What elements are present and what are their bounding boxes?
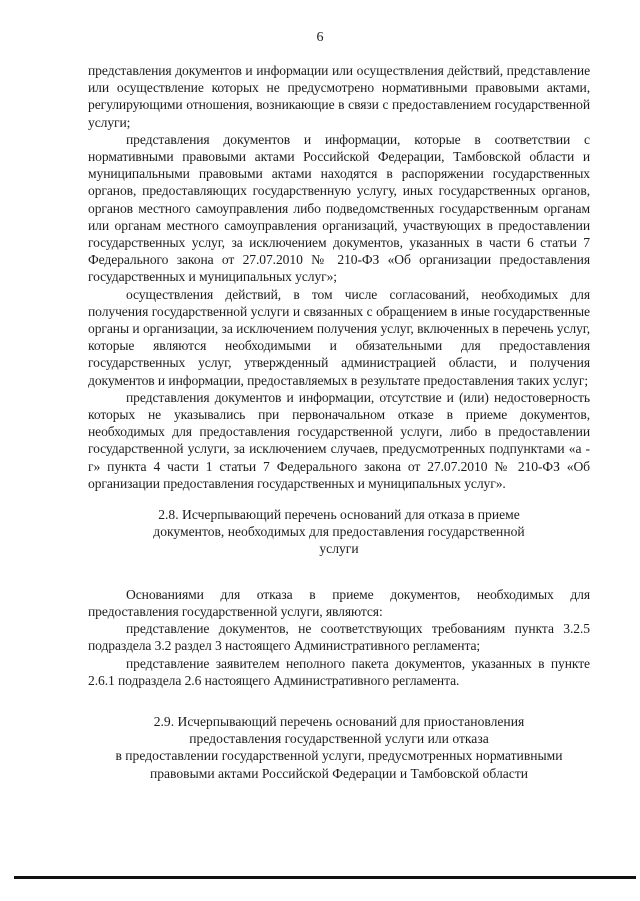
paragraph: представления документов и информации, отсутствие и (или) недостоверность которых не указывались при первоначальном отказе в приеме документов, необходимых для предоставления государственной услуги, либо в предоставлении государственной услуги, за исключением случаев, предусмотренных подпунктами «а - г» пункта 4 части 1 статьи 7 Федерального закона от 27.07.2010 № 210-ФЗ «Об организации предоставления государственных и муниципальных услуг». [88, 389, 590, 491]
paragraph: осуществления действий, в том числе согласований, необходимых для получения государственной услуги и связанных с обращением в иные государственные органы и организации, за исключением получения услуг, включенных в перечень услуг, которые являются необходимыми и обязательными для предоставления государственных услуг, утвержденный администрацией области, и получения документов и информации, предоставляемых в результате предоставления таких услуг; [88, 286, 590, 388]
paragraph-group-2-8 [88, 586, 590, 689]
paragraph: представления документов и информации, которые в соответствии с нормативными правовыми актами Российской Федерации, Тамбовской области и муниципальными правовыми актами находятся в распоряжении государственных органов, предоставляющих государственную услугу, иных государственных органов, органов местного самоуправления либо подведомственных государственным органам или органам местного самоуправления организаций, участвующих в предоставлении государственных услуг, за исключением документов, указанных в части 6 статьи 7 Федерального закона от 27.07.2010 № 210-ФЗ «Об организации предоставления государственных и муниципальных услуг»; [88, 131, 590, 285]
heading-line: предоставления государственной услуги или отказа [189, 731, 489, 747]
page-content [88, 62, 590, 782]
bottom-border-line [14, 876, 636, 879]
heading-line: документов, необходимых для предоставления государственной [153, 524, 525, 540]
section-heading-2-8 [88, 506, 590, 558]
heading-line: услуги [319, 541, 359, 557]
paragraph: представление документов, не соответствующих требованиям пункта 3.2.5 подраздела 3.2 раздел 3 настоящего Административного регламента; [88, 621, 590, 654]
paragraph: Основаниями для отказа в приеме документов, необходимых для предоставления государственной услуги, являются: [88, 586, 590, 619]
heading-line: 2.9. Исчерпывающий перечень оснований для приостановления [153, 713, 525, 729]
heading-line: в предоставлении государственной услуги, предусмотренных нормативными [115, 748, 563, 764]
paragraph: представление заявителем неполного пакета документов, указанных в пункте 2.6.1 подраздела 2.6 настоящего Административного регламента. [88, 655, 590, 688]
section-heading-2-9 [88, 713, 590, 782]
paragraph-group-top [88, 62, 590, 492]
heading-line: 2.8. Исчерпывающий перечень оснований для отказа в приеме [158, 507, 520, 523]
page-number: 6 [316, 30, 324, 45]
heading-line: правовыми актами Российской Федерации и Тамбовской области [149, 765, 529, 781]
paragraph: представления документов и информации или осуществления действий, представление или осуществление которых не предусмотрено нормативными правовыми актами, регулирующими отношения, возникающие в связи с предоставлением государственной услуги; [88, 63, 590, 130]
